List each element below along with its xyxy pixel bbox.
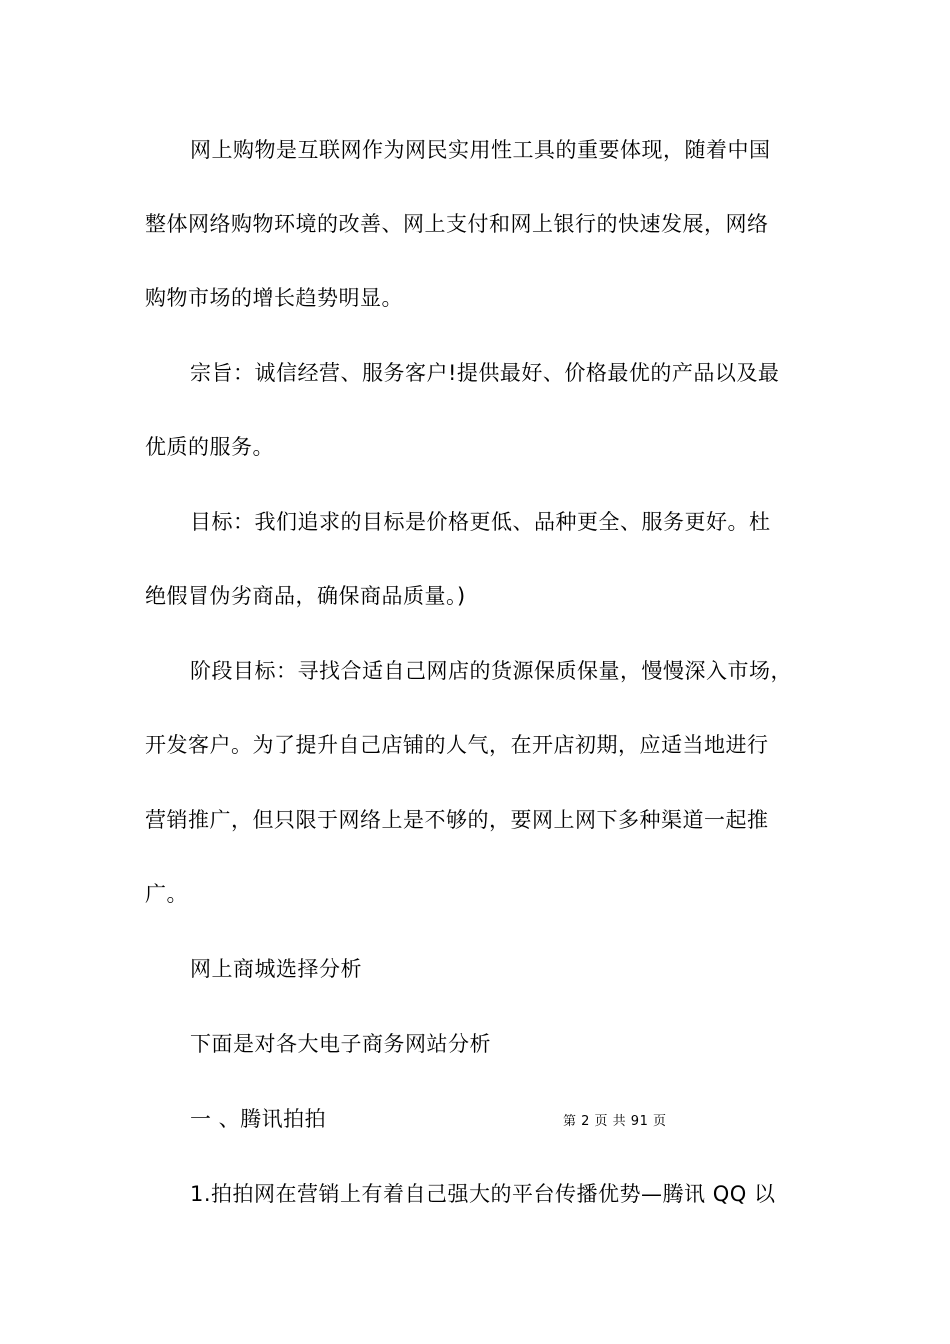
section-heading: 网上商城选择分析 — [190, 957, 362, 981]
paragraph-line: 阶段目标：寻找合适自己网店的货源保质保量，慢慢深入市场， — [190, 659, 792, 683]
section-heading: 一 、腾讯拍拍 — [190, 1107, 327, 1131]
paragraph-line: 整体网络购物环境的改善、网上支付和网上银行的快速发展，网络 — [145, 212, 769, 236]
paragraph-line: 下面是对各大电子商务网站分析 — [190, 1032, 491, 1056]
paragraph-line: 绝假冒伪劣商品，确保商品质量。) — [145, 584, 466, 608]
paragraph-line: 优质的服务。 — [145, 435, 274, 459]
paragraph-line: 购物市场的增长趋势明显。 — [145, 286, 403, 310]
paragraph-line: 营销推广，但只限于网络上是不够的，要网上网下多种渠道一起推 — [145, 808, 769, 832]
paragraph-line: 广。 — [145, 882, 188, 906]
paragraph-line: 1.拍拍网在营销上有着自己强大的平台传播优势—腾讯 QQ 以 — [190, 1182, 776, 1206]
paragraph-line: 开发客户。为了提升自己店铺的人气，在开店初期，应适当地进行 — [145, 733, 769, 757]
paragraph-line: 网上购物是互联网作为网民实用性工具的重要体现，随着中国 — [190, 138, 771, 162]
paragraph-line: 宗旨：诚信经营、服务客户!提供最好、价格最优的产品以及最 — [190, 361, 780, 385]
paragraph-line: 目标：我们追求的目标是价格更低、品种更全、服务更好。杜 — [190, 510, 771, 534]
page-number-footer: 第 2 页 共 91 页 — [563, 1114, 667, 1129]
